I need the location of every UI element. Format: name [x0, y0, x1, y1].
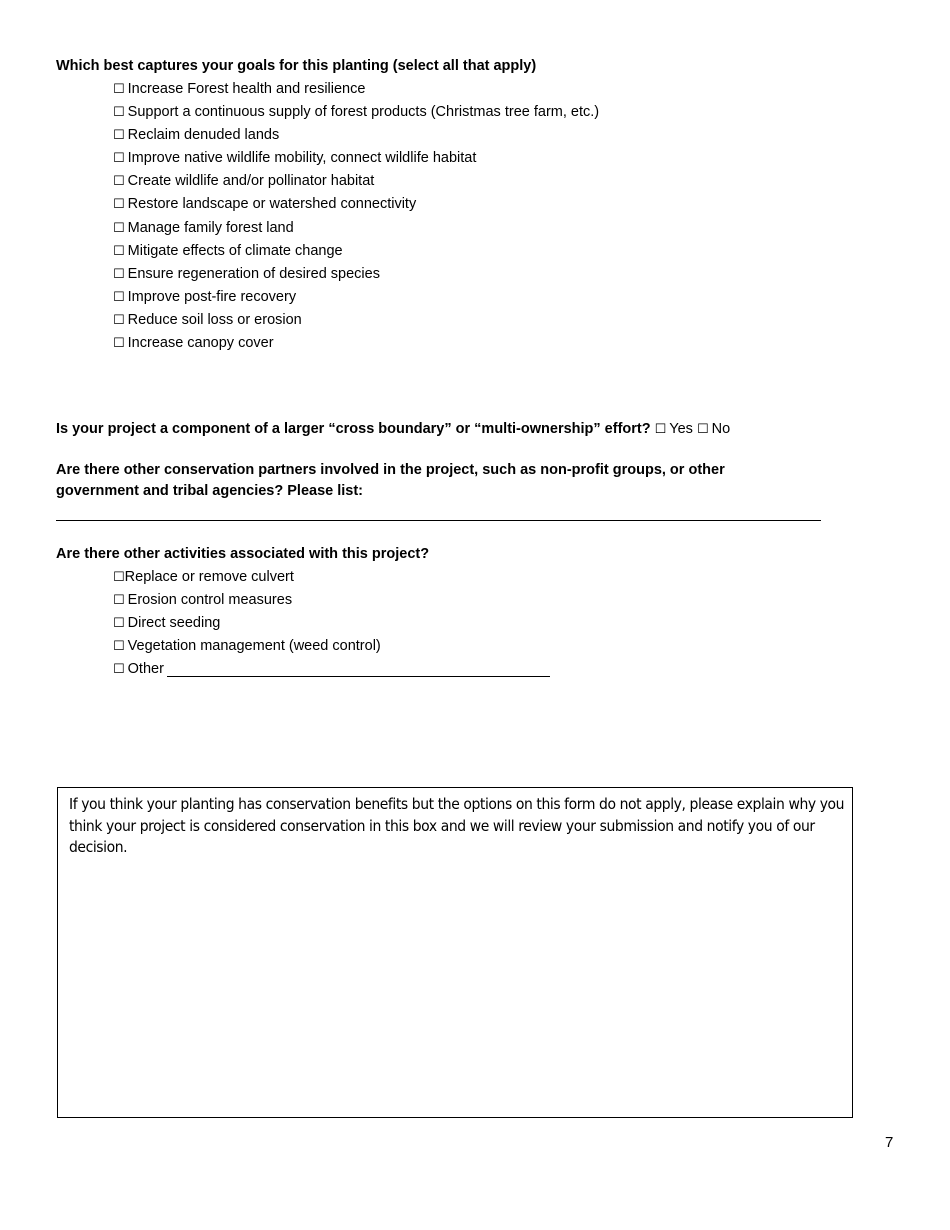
goal-option[interactable]: [113, 124, 599, 147]
goal-option[interactable]: [113, 217, 599, 240]
checkbox-icon[interactable]: ☐: [113, 336, 125, 352]
checkbox-icon[interactable]: ☐: [113, 174, 125, 190]
goal-option[interactable]: [113, 286, 599, 309]
checkbox-icon[interactable]: ☐: [113, 243, 125, 259]
cross-boundary-question: [56, 419, 730, 440]
other-label: Other: [127, 661, 164, 678]
checkbox-icon[interactable]: ☐: [113, 197, 125, 213]
checkbox-icon[interactable]: ☐: [113, 289, 125, 305]
goal-option-label: Manage family forest land: [127, 219, 294, 236]
goal-option[interactable]: [113, 193, 599, 216]
goal-option-label: Restore landscape or watershed connectivity: [127, 196, 417, 213]
checkbox-icon[interactable]: ☐: [113, 662, 125, 678]
goal-option-label: Improve post-fire recovery: [127, 288, 297, 305]
goal-option[interactable]: [113, 101, 599, 124]
goal-option[interactable]: [113, 309, 599, 332]
conservation-explanation-box[interactable]: [57, 787, 853, 1118]
activity-option-label: Vegetation management (weed control): [127, 638, 381, 655]
partners-question-line2: government and tribal agencies? Please list:: [56, 483, 364, 499]
activity-option-label: Direct seeding: [127, 615, 221, 632]
activity-option-other[interactable]: [113, 658, 550, 681]
activity-option[interactable]: [113, 635, 550, 658]
goal-option-label: Mitigate effects of climate change: [127, 242, 343, 259]
activity-option-label: Erosion control measures: [127, 592, 293, 609]
other-answer-line[interactable]: [167, 662, 550, 677]
goal-option-label: Increase Forest health and resilience: [127, 81, 366, 97]
goal-option-label: Increase canopy cover: [127, 335, 274, 352]
goal-option[interactable]: [113, 147, 599, 170]
checkbox-icon[interactable]: ☐: [113, 593, 125, 609]
goals-question: Which best captures your goals for this planting (select all that apply): [56, 58, 537, 74]
goal-option-label: Ensure regeneration of desired species: [127, 265, 380, 282]
checkbox-icon[interactable]: ☐: [113, 220, 125, 236]
checkbox-icon[interactable]: ☐: [113, 266, 125, 282]
yes-option[interactable]: [655, 421, 693, 437]
checkbox-icon[interactable]: ☐: [696, 422, 709, 437]
checkbox-icon[interactable]: ☐: [113, 151, 125, 167]
activity-option[interactable]: [113, 566, 550, 589]
activity-option-label: Replace or remove culvert: [124, 569, 294, 585]
goal-option-label: Support a continuous supply of forest products (Christmas tree farm, etc.): [127, 104, 600, 121]
goal-option-label: Improve native wildlife mobility, connect wildlife habitat: [127, 150, 477, 167]
checkbox-icon[interactable]: ☐: [654, 422, 667, 437]
goals-checkbox-list: [113, 78, 599, 355]
no-option[interactable]: [697, 421, 730, 437]
cross-boundary-question-text: Is your project a component of a larger “cross boundary” or “multi-ownership” effort?: [56, 421, 651, 437]
page-number: 7: [885, 1134, 894, 1151]
checkbox-icon[interactable]: ☐: [113, 82, 125, 97]
conservation-explanation-instructions: If you think your planting has conservation benefits but the options on this form do not apply, please explain why you think your project is considered conservation in this box and we will review your submission and notify you of our decision.: [69, 795, 845, 856]
goal-option[interactable]: [113, 240, 599, 263]
goal-option-label: Create wildlife and/or pollinator habitat: [127, 173, 375, 190]
checkbox-icon[interactable]: ☐: [113, 105, 125, 121]
activities-checkbox-list: [113, 566, 550, 681]
checkbox-icon[interactable]: ☐: [113, 312, 125, 328]
checkbox-icon[interactable]: ☐: [113, 639, 125, 655]
checkbox-icon[interactable]: ☐: [113, 128, 125, 144]
goal-option[interactable]: [113, 263, 599, 286]
goal-option-label: Reduce soil loss or erosion: [127, 311, 302, 328]
checkbox-icon[interactable]: ☐: [113, 616, 125, 632]
goal-option[interactable]: [113, 170, 599, 193]
goal-option[interactable]: [113, 78, 599, 101]
goal-option[interactable]: [113, 332, 599, 355]
activity-option[interactable]: [113, 612, 550, 635]
yes-label: Yes: [669, 421, 693, 437]
activity-option[interactable]: [113, 589, 550, 612]
no-label: No: [711, 421, 731, 437]
goal-option-label: Reclaim denuded lands: [127, 127, 280, 144]
checkbox-icon[interactable]: ☐: [113, 570, 125, 585]
partners-question-line1: Are there other conservation partners involved in the project, such as non-profit groups, or other: [56, 462, 725, 478]
activities-question: Are there other activities associated with this project?: [56, 546, 430, 562]
partners-answer-line[interactable]: [56, 520, 821, 521]
